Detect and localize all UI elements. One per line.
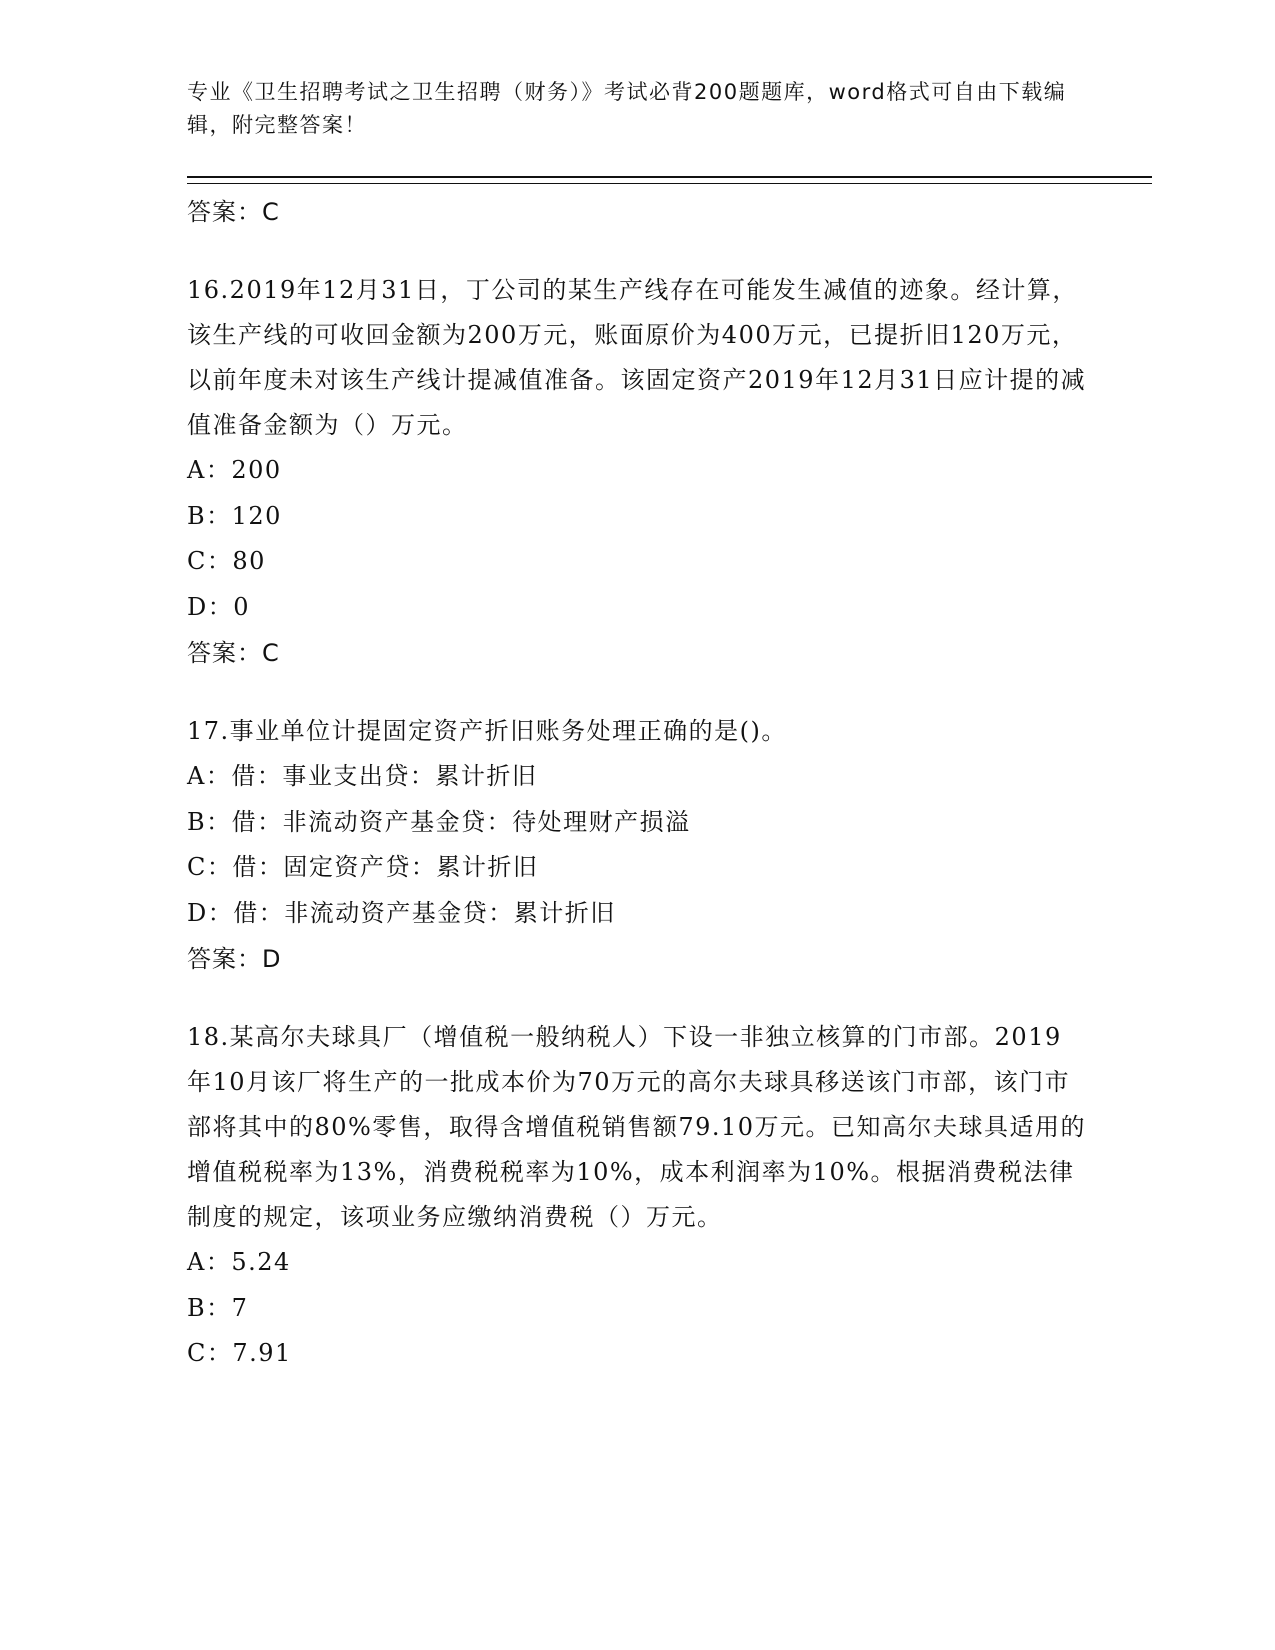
question-stem: 17.事业单位计提固定资产折旧账务处理正确的是()。: [187, 717, 787, 745]
option-d: D：0: [187, 592, 251, 621]
answer-line: 答案：C: [187, 639, 280, 667]
header-divider-thick: [187, 176, 1152, 178]
answer-line: 答案：C: [187, 198, 280, 226]
option-a: A：200: [187, 456, 282, 484]
answer-line: 答案：D: [187, 945, 282, 973]
option-c: C：借：固定资产贷：累计折旧: [187, 853, 539, 881]
question-stem: 18.某高尔夫球具厂（增值税一般纳税人）下设一非独立核算的门市部。2019年10月该厂将生产的一批成本价为70万元的高尔夫球具移送该门市部，该门市部将其中的80%零售，取得含增值税销售额79.10万元。已知高尔夫球具适用的增值税税率为13%，消费税税率为10%，成本利润率为10%。根据消费税法律制度的规定，该项业务应缴纳消费税（）万元。: [187, 1023, 1087, 1231]
option-b: B：7: [187, 1293, 249, 1322]
question-16: [187, 268, 1087, 676]
question-18: [187, 1015, 1087, 1377]
option-b: B：借：非流动资产基金贷：待处理财产损溢: [187, 807, 691, 836]
option-c: C：80: [187, 547, 266, 575]
question-list: [187, 189, 1087, 1377]
option-d: D：借：非流动资产基金贷：累计折旧: [187, 898, 616, 927]
option-c: C：7.91: [187, 1339, 292, 1367]
question-stem: 16.2019年12月31日，丁公司的某生产线存在可能发生减值的迹象。经计算，该生产线的可收回金额为200万元，账面原价为400万元，已提折旧120万元，以前年度未对该生产线计提减值准备。该固定资产2019年12月31日应计提的减值准备金额为（）万元。: [187, 276, 1087, 439]
option-b: B：120: [187, 501, 282, 530]
document-intro: 专业《卫生招聘考试之卫生招聘（财务）》考试必背200题题库，word格式可自由下载编辑，附完整答案！: [187, 80, 1067, 137]
option-a: A：5.24: [187, 1248, 291, 1276]
option-a: A：借：事业支出贷：累计折旧: [187, 762, 538, 790]
question-17: [187, 709, 1087, 982]
header-divider-thin: [187, 183, 1152, 184]
